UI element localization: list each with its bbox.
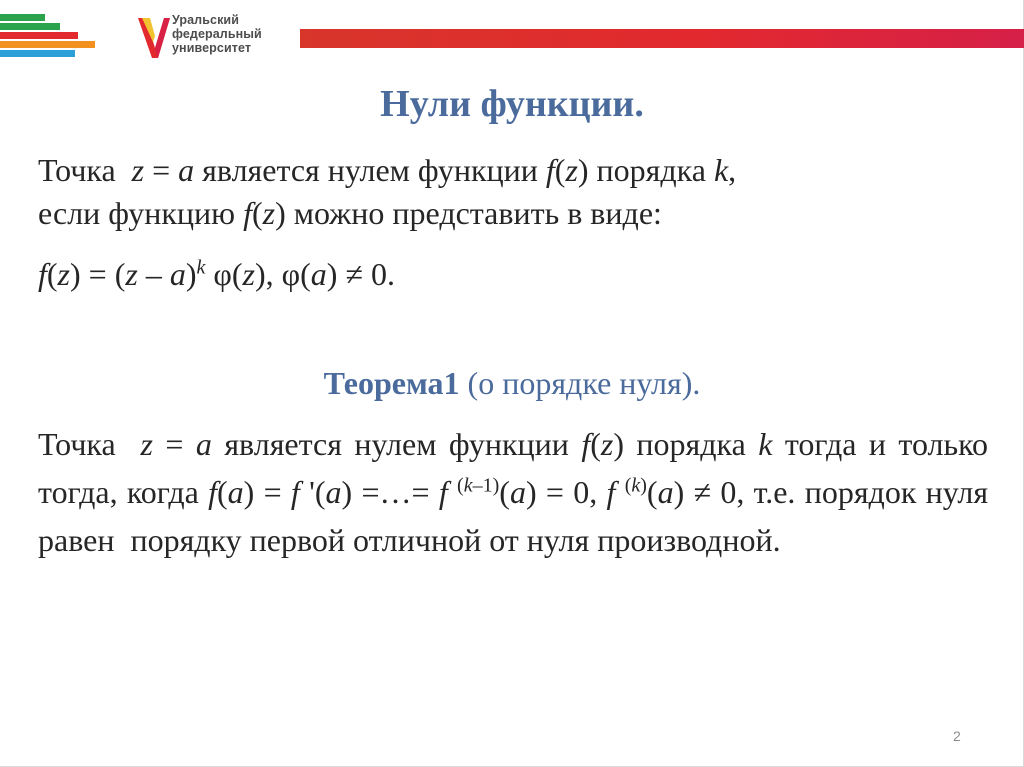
logo-line-1: Уральский	[172, 13, 239, 27]
theorem-body: Точка z = a является нулем функции f(z) порядка k тогда и только тогда, когда f(a) = f '(a) =…= f $^{(k-1)}$(a) = 0, f $^{(k)}$(a) ≠ 0, т.е. порядок нуля равен порядку первой отличной от нуля производной.	[38, 426, 989, 558]
theorem-subtitle: (о порядке нуля).	[459, 365, 701, 401]
theorem-title: Теорема1	[323, 365, 460, 401]
definition-line-2: если функцию f(z) можно представить в виде:	[38, 195, 662, 231]
page-number: 2	[953, 728, 961, 744]
header-color-band	[300, 29, 1024, 48]
slide-title: Нули функции.	[380, 83, 644, 125]
logo-line-3: университет	[172, 41, 252, 55]
logo-stripes	[0, 14, 112, 62]
university-logo-icon	[136, 12, 172, 60]
theorem-heading	[0, 365, 1024, 402]
definition-line-1: Точка z = a является нулем функции f(z) порядка k,	[38, 152, 737, 188]
definition-text	[38, 149, 988, 235]
university-logo-text	[172, 13, 262, 55]
definition-formula: f(z) = (z – a)$^k$ φ(z), φ(a) ≠ 0.	[38, 256, 395, 292]
logo-line-2: федеральный	[172, 27, 262, 41]
